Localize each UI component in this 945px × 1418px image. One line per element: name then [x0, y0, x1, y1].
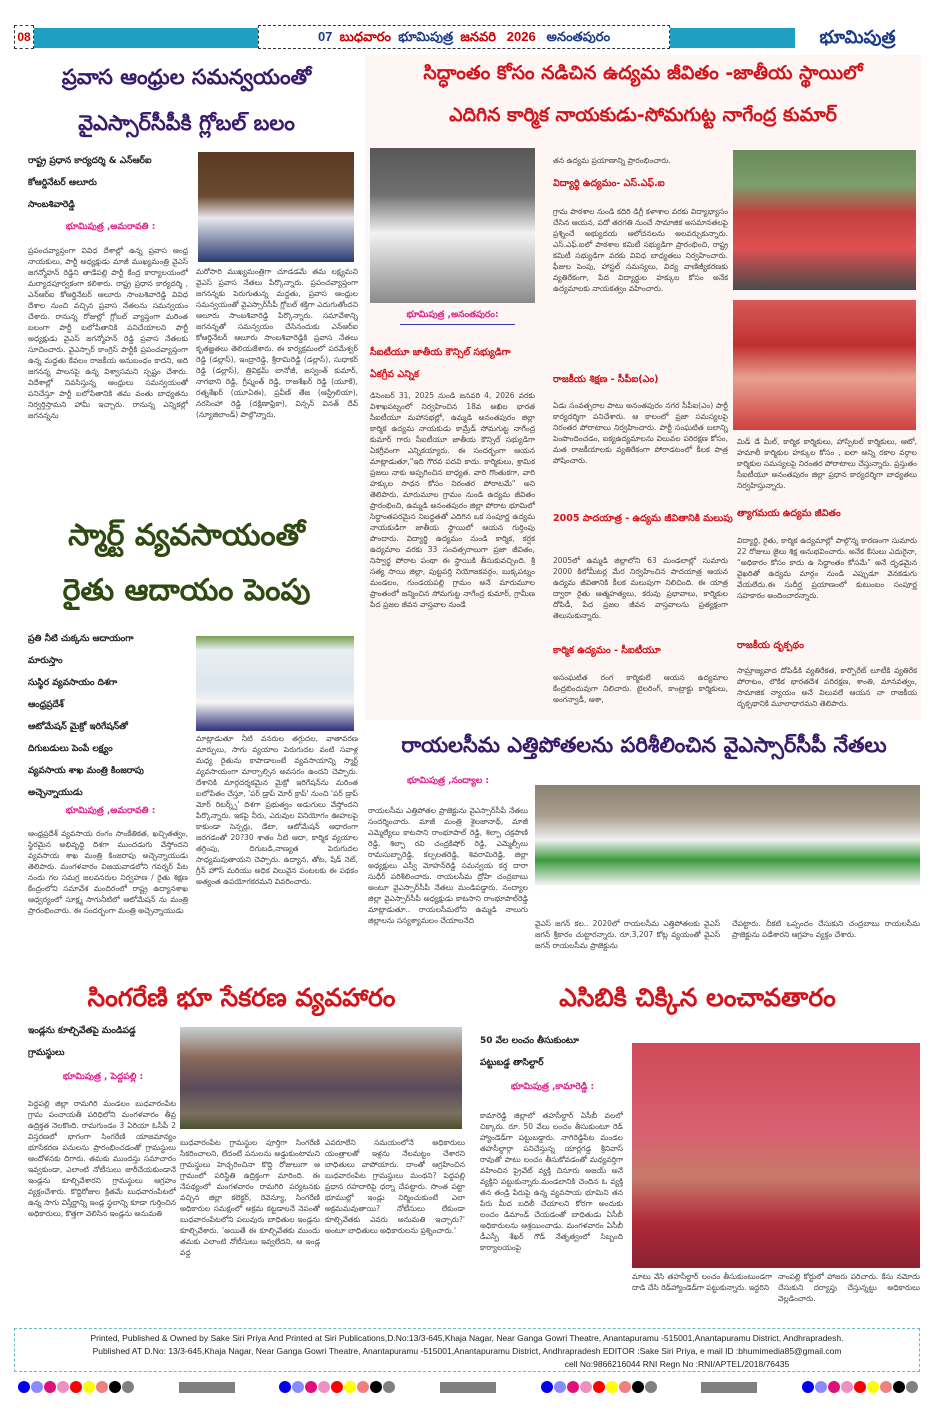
- article6-body-col2: మాటు వేసి తహసీల్దార్ లంచం తీసుకుంటుండగా దాడి చేసి రెడ్‌హ్యాండెడ్‌గా పట్టుకున్నారు. ఇద్దరిని: [632, 1272, 772, 1292]
- registration-dot: [344, 1381, 356, 1393]
- article5-byline: భూమిపుత్ర , పెద్దపల్లి :: [62, 1072, 144, 1082]
- article4-body-col3: చేపట్టారు. చీకటి ఒప్పందం చేసుకుని చంద్రబాబు రాయలసీమ ప్రాజెక్టును పడేశారని ఆగ్రహం వ్యక్తం చేశారు.: [732, 919, 920, 939]
- registration-dot: [83, 1381, 95, 1393]
- subhead: గ్రామస్థులు: [28, 1048, 65, 1058]
- subhead: సుస్థిర వ్యవసాయం దిశగా: [28, 678, 118, 688]
- article5-body-col2: బుధవారంపేట గ్రామస్థుల పూర్తిగా సింగరేణి సేకరించాలని, లేదంటే పనులను అడ్డుకుంటామని గ్రామస్థులు హెచ్చరించినా కొద్ది రోజులుగా ఆ గ్రామంలో పరిస్థితి ఉద్రిక్తంగా మారింది. ఈ నేపథ్యంలో మంగళవారం రామగిరి పర్యటనకు వచ్చిన జిల్లా కలెక్టర్, రెవెన్యూ, సింగరేణి అధికారుల సమక్షంలో అక్రమ కట్టడాలనే నెపంతో బుధవారంపేటలోని పలువురు బాధితుల ఇండ్లను కూల్చివేశారు. 'అయితే ఈ కూల్చివేతకు ముందు తమకు ఎలాంటి నోటీసులు ఇవ్వలేదని, ఆ ఇండ్ల వద్ద: [180, 1138, 320, 1257]
- article5-headline: సింగరేణి భూ సేకరణ వ్యవహారం: [87, 983, 396, 1012]
- section-body-vision: సామ్రాజ్యవాద దోపిడీకి వ్యతిరేకత, కార్పొరేట్ లూటీకి వ్యతిరేక పోరాటం, లౌకిక భారతదేశ పరిరక్షణ, శాంతి, మానవత్వం, సామాజిక న్యాయం అనే విలువలే ఆయన నా రాజకీయ దృక్పథానికి మూలాధారమని తెలిపారు.: [737, 666, 917, 708]
- registration-dot: [645, 1381, 657, 1393]
- registration-dot: [96, 1381, 108, 1393]
- subhead: 50 వేల లంచం తీసుకుంటూ: [480, 1036, 579, 1046]
- imprint-line-3: cell No:9866216044 RNI Regn No :RNI/APTEL/2018/76435: [564, 1359, 790, 1369]
- registration-dot: [593, 1381, 605, 1393]
- registration-dot: [370, 1381, 382, 1393]
- section-head-labour: కార్మిక ఉద్యమం - సీఐటీయూ: [553, 645, 661, 656]
- article4-group-photo: [535, 785, 920, 885]
- registration-dot: [357, 1381, 369, 1393]
- article3-byline: భూమిపుత్ర ,అమరావతి :: [65, 806, 156, 816]
- article2-rally-photo-1: [733, 150, 916, 290]
- registration-dot: [44, 1381, 56, 1393]
- year: 2026: [506, 29, 536, 44]
- article1-photo: [198, 152, 354, 262]
- registration-dot: [31, 1381, 43, 1393]
- subhead: ఇండ్లను కూల్చివేతపై మండిపడ్డ: [28, 1026, 136, 1036]
- article2-right-col-body: మిడ్ డే మీల్, కార్మిక కార్మికులు, హాస్పిటల్ కార్మికులు, ఆటో, హమాలీ కార్మికుల హక్కుల కోసం , ఐలా అన్ని రకాల వర్గాల కార్మికుల సమస్యలపై నిరంతర పోరాటాలు చేస్తున్నారు. ప్రస్తుతం సీఐటీయూ అనంతపురం జిల్లా ప్రధాన కార్యదర్శిగా బాధ్యతలు నిర్వహిస్తున్నారు.: [737, 437, 917, 490]
- article2-rally-photo-2: [733, 300, 916, 430]
- article4-body-col1: రాయలసీమ ఎత్తిపోతల ప్రాజెక్టును వైఎస్సార్‌సీపీ నేతలు సందర్శించారు. మాజీ మంత్రి శైలజానాథ్, మాజీ ఎమ్మెల్యేలు కాటసాని రాంభూపాల్ రెడ్డి, శిల్పా చక్రపాణి రెడ్డి, శిల్పా రవి చంద్రకిషోర్ రెడ్డి, ఎమ్మెల్సీలు రామసుబ్బారెడ్డి, కల్పలతరెడ్డి, శివరామిరెడ్డి, జిల్లా అధ్యక్షులు ఎస్వీ మోహన్‌రెడ్డి సమన్వయ కర్త దారా సుధీర్ పరిశీలించారు. రాయలసీమ ద్రోహి చంద్రబాబు అంటూ వైఎస్సార్‌సీపీ నేతలు మండిపడ్డారు. నంద్యాల జిల్లా వైఎస్సార్‌సీపీ అధ్యక్షుడు కాటసాని రాంభూపాల్‌రెడ్డి మాట్లాడుతూ.. రాయలసీమలోని ఉమ్మడి నాలుగు జిల్లాలను సస్యశ్యామలం చేయాలనేది: [368, 806, 528, 925]
- registration-dot: [619, 1381, 631, 1393]
- registration-dot: [841, 1381, 853, 1393]
- registration-dot: [802, 1381, 814, 1393]
- article6-body-col3: నాంపల్లి కోర్టులో హాజరు పరిచారు. కేసు నమోదు చేసుకుని దర్యాప్తు చేస్తున్నట్టు అధికారులు వెల్లడించారు.: [778, 1272, 920, 1303]
- registration-dot: [606, 1381, 618, 1393]
- paper-logo: భూమిపుత్ర: [795, 26, 920, 52]
- city: అనంతపురం: [546, 29, 611, 44]
- article2-headline-1: సిద్ధాంతం కోసం నడిచిన ఉద్యమ జీవితం -జాతీయ స్థాయిలో: [423, 62, 863, 84]
- article3-body-col2: మాట్లాడుతూ నీటి వనరుల తగ్గుదల, వాతావరణ మార్పులు, సాగు వ్యయాల పెరుగుదల వంటి సవాళ్ల మధ్య రైతును కాపాడాలంటే వ్యవసాయాన్ని స్మార్ట్ వ్యవసాయంగా మార్చాల్సిన అవసరం ఉందని చెప్పారు. దేశానికి మార్గదర్శకమైన మైక్రో ఇరిగేషన్‌ను మరింత బలోపేతం చేస్తూ, 'పర్ డ్రాప్ మోర్ క్రాప్' నుంచి 'పర్ డ్రాప్ మోర్ రిటర్న్స్' దిశగా ప్రభుత్వం అడుగులు వేస్తోందని పేర్కొన్నారు. ఇకపై నీరు, ఎరువుల వినియోగం ఊహలపై కాకుండా సెన్సర్లు, డేటా, ఆటోమేషన్ ఆధారంగా జరగడంతో 20?30 శాతం నీటి ఆదా, కార్మిక వ్యయాల తగ్గింపు, దిగుబడి,నాణ్యత పెరుగుదల సాధ్యమవుతాయని చెప్పారు. ఉద్యాన, తోట, షేడ్ నెట్, గ్రీన్ హౌస్ మరియు అధిక విలువైన పంటలకు ఈ పథకం అత్యంత ఉపయోగకరమని వివరించారు.: [196, 734, 358, 886]
- subhead: ఆటోమేషన్ మైక్రో ఇరిగేషన్‌తో: [28, 722, 128, 732]
- section-body-politics: ఏడు సంవత్సరాల పాటు అనంతపురం నగర సీపీఐ(ఎం) పార్టీ కార్యదర్శిగా పనిచేశారు. ఆ కాలంలో ప్రజా సమస్యలపై నిరంతర పోరాటాలు నిర్వహించారు. పార్టీ సంఘటిత బలాన్ని పెంపొందించడం, ఐక్యఉద్యమాలను విలువల పరిరక్షణ కోసం, మత రాజకీయాలకు వ్యతిరేకంగా పోరాడటంలో కీలక పాత్ర పోషించారు.: [553, 401, 728, 465]
- subhead: కోఆర్డినేటర్ ఆలూరు: [28, 178, 97, 188]
- article1-subheads: [28, 150, 193, 216]
- subhead: అచ్చెన్నాయుడు: [28, 788, 83, 798]
- article4-byline: భూమిపుత్ర ,నంద్యాల :: [406, 776, 490, 786]
- article3-subheads: [28, 628, 193, 804]
- section-body-padayatra: 2005లో ఉమ్మడి జిల్లాలోని 63 మండలాల్లో సుమారు 2000 కిలోమీటర్ల మేర నిర్వహించిన పాదయాత్ర ఆయన ఉద్యమ జీవితానికి కీలక మలుపుగా నిలిచింది. ఈ యాత్ర ద్వారా రైతు ఆత్మహత్యలు, కరువు ప్రభావాలు, కార్మికుల దోపిడీ, పేద ప్రజల జీవన వాస్తవాలను ప్రత్యక్షంగా తెలుసుకున్నారు.: [553, 556, 728, 620]
- subhead: ఆంధ్రప్రదేశ్: [28, 700, 64, 710]
- gray-bar: [179, 1382, 235, 1393]
- registration-dot: [318, 1381, 330, 1393]
- subhead: ప్రతి నీటి చుక్కను ఆదాయంగా: [28, 634, 134, 644]
- month: జనవరి: [460, 29, 496, 44]
- registration-dot: [279, 1381, 291, 1393]
- article1-byline: భూమిపుత్ర ,అమరావతి :: [65, 222, 156, 232]
- registration-dot: [305, 1381, 317, 1393]
- article2-portrait-photo: [370, 148, 535, 303]
- registration-dot: [122, 1381, 134, 1393]
- registration-dot: [906, 1381, 918, 1393]
- imprint-line-2: Published AT D.No: 13/3-645,Khaja Nagar, Near Ganga Gowri Theatre, Anantapuramu -515001,Anantapuramu District, Andhrapradesh EDITOR :Sake Siri Priya, e mail ID :bhumimedia85@gmail.com: [92, 1346, 842, 1356]
- registration-dot: [292, 1381, 304, 1393]
- registration-dot: [331, 1381, 343, 1393]
- registration-dot: [567, 1381, 579, 1393]
- registration-dot: [70, 1381, 82, 1393]
- subhead: మారుస్తాం: [28, 656, 63, 666]
- registration-dot: [867, 1381, 879, 1393]
- article3-headline-1: స్మార్ట్ వ్యవసాయంతో: [68, 518, 305, 553]
- article4-headline: రాయలసీమ ఎత్తిపోతలను పరిశీలించిన వైఎస్సార్‌సీపీ నేతలు: [401, 733, 887, 757]
- article6-byline: భూమిపుత్ర ,కామారెడ్డి :: [510, 1082, 595, 1092]
- article6-acb-photo: [632, 1043, 920, 1268]
- article2-lead-head: సీఐటీయూ జాతీయ కౌన్సిల్ సభ్యుడిగా ఏకగ్రీవ ఎన్నిక: [370, 347, 511, 380]
- section-head-padayatra: 2005 పాదయాత్ర - ఉద్యమ జీవితానికి మలుపు: [553, 513, 733, 524]
- gray-bar: [440, 1382, 496, 1393]
- imprint-footer: [14, 1328, 920, 1372]
- byline-rule: [400, 324, 515, 325]
- registration-dot: [854, 1381, 866, 1393]
- article6-subheads: [480, 1030, 625, 1074]
- date-day: 07: [317, 29, 333, 44]
- article2-continuation: తన ఉద్యమ ప్రయాణాన్ని ప్రారంభించారు.: [553, 156, 671, 165]
- subhead: రాష్ట్ర ప్రధాన కార్యదర్శి & ఎన్ఆర్ఐ: [28, 156, 152, 166]
- article5-subheads: [28, 1020, 178, 1064]
- registration-dot: [554, 1381, 566, 1393]
- article2-byline: భూమిపుత్ర ,అనంతపురం:: [406, 310, 499, 320]
- imprint-line-1: Printed, Published & Owned by Sake Siri Priya And Printed at Siri Publications,D.No:13/3-645,Khaja Nagar, Near Ganga Gowri Theatre, Anantapuramu -515001,Anantapuramu District, Andhrapradesh.: [90, 1333, 844, 1343]
- registration-dot: [880, 1381, 892, 1393]
- color-dots: [802, 1381, 918, 1393]
- weekday: బుధవారం: [339, 29, 391, 44]
- section-head-sacrifice: త్యాగమయ ఉద్యమ జీవితం: [737, 508, 841, 519]
- section-head-vision: రాజకీయ దృక్పథం: [737, 640, 804, 651]
- article1-headline-1: ప్రవాస ఆంధ్రుల సమన్వయంతో: [61, 65, 312, 89]
- article1-headline-2: వైఎస్సార్‌సీపీకి గ్లోబల్ బలం: [78, 111, 295, 135]
- article3-minister-photo: [196, 636, 354, 731]
- registration-dot: [815, 1381, 827, 1393]
- article2-lead-body: డిసెంబర్ 31, 2025 నుండి జనవరి 4, 2026 వరకు విశాఖపట్నంలో నిర్వహించిన 18వ అఖిల భారత సీఐటీయూ మహాసభల్లో, ఉమ్మడి అనంతపురం జిల్లా కార్మిక ఉద్యమ నాయకుడు కామ్రేడ్ సోమగుట్ట నాగేంద్ర కుమార్ గారు సీఐటీయూ జాతీయ కౌన్సిల్ సభ్యుడిగా ఏకగ్రీవంగా ఎన్నికయ్యారు. ఈ సందర్భంగా ఆయన మాట్లాడుతూ,"ఇది గౌరవ పదవి కాదు. కార్మికులు, శ్రామిక ప్రజలు నాకు అప్పగించిన బాధ్యత. వారి గొంతుకగా, వారి హక్కుల సాధన కోసం నిరంతర పోరాటమే" అని తెలిపారు. మారుమూల గ్రామం నుండి ఉద్యమ జీవితం ప్రారంభించి, ఉమ్మడి అనంతపురం జిల్లా పోరాట భూమిలో సిద్ధాంతపరమైన నిబద్ధతతో ఎదిగిన ఒక సంపూర్ణ ఉద్యమ నాయకుడిగా జాతీయ స్థాయిలో ఆయన గుర్తింపు పొందారు. విద్యార్థి ఉద్యమం నుండి కార్మిక, కర్షక ఉద్యమాల వరకు 33 సంవత్సరాలుగా ప్రజా జీవితం, నిస్వార్థ పోరాట పంథా ఈ స్థాయికి తీసుకువచ్చింది. శ్రీ సత్య సాయి జిల్లా, పుట్టపర్తి నియోజకవర్గం, బుక్కపట్నం మండలం, గుండయపల్లి గ్రామం అనే మారుమూల ప్రాంతంలో జన్మించిన సోమగుట్ట నాగేంద్ర కుమార్, గ్రామీణ పేద ప్రజల జీవన వాస్తవాల నుండే: [370, 391, 535, 609]
- registration-dot: [828, 1381, 840, 1393]
- color-dots: [18, 1381, 134, 1393]
- article6-headline: ఎసిబికి చిక్కిన లంచావతారం: [559, 983, 836, 1012]
- article2-headline-2: ఎదిగిన కార్మిక నాయకుడు-సోమగుట్ట నాగేంద్ర కుమార్: [449, 104, 837, 126]
- article5-body-col3: ఎవరూలేని సమయంలోనే అధికారులు యంత్రాలతో ఇళ్లను నేలమట్టం చేశారని బాధితులు వాపోయారు. దాంతో ఆగ్రహించిన బుధవారంపేట గ్రామస్థులు మంథని? పెద్దపల్లి ప్రధాన రహదారిపై ధర్నా చేపట్టారు. సొంత పట్టా భూముల్లో ఇండ్లు నిర్మించుకుంటే ఎలా అక్రమమవుతాయి? నోటీసులు లేకుండా కూల్చివేతకు ఎవరు అనుమతి ఇచ్చారు?' అంటూ బాధితులు అధికారులను ప్రశ్నించారు.': [325, 1138, 465, 1235]
- registration-marks: [18, 1380, 918, 1394]
- paper-name: భూమిపుత్ర: [398, 29, 454, 44]
- subhead: పట్టుబడ్డ తాసిల్దార్: [480, 1058, 544, 1068]
- section-body-sacrifice: విద్యార్థి, రైతు, కార్మిక ఉద్యమాల్లో పాల్గొన్న కారణంగా సుమారు 22 రోజులు జైలు శిక్ష అనుభవించారు. అనేక కేసులు ఎదురైనా, “అధికారం కోసం కాదు ఉ సిద్ధాంతం కోసమే” అనే దృఢమైన వైఖరితో ఉద్యమ మార్గం నుండి ఎప్పుడూ వెనకడుగు వేయలేదు.ఈ సుదీర్ఘ ప్రయాణంలో కుటుంబం సంపూర్ణ సహకారం అందించారన్నారు.: [737, 536, 917, 600]
- subhead: దిగుబడులు పెంపే లక్ష్యం: [28, 744, 113, 754]
- article6-body-col1: కామారెడ్డి జిల్లాలో తహసీల్దార్ ఏసీబీ వలలో చిక్కారు. రూ. 50 వేలు లంచం తీసుకుంటూ రెడ్ హ్యాండెడ్‌గా పట్టుబడ్డారు. నాగిరెడ్డిపేట మండల తహసీల్దార్గా పనిచేస్తున్న యార్లగడ్డ శ్రీనివాస్ రావుతో పాటు లంచం తీసుకోవడంతో మధ్యవర్తిగా వహించిన ప్రైవేట్ వ్యక్తి చినూరు అజయ్ అనే వ్యక్తిని పట్టుకున్నారు.మండలానికి చెందిన ఓ వ్యక్తి తన తండ్రి పేరుపై ఉన్న వ్యవసాయ భూమిని తన పేరు మీద బదిలీ చేయాలని కోరగా అందుకు లంచం డిమాండ్ చేయడంతో బాధితుడు ఏసీబీ అధికారులను ఆశ్రయించాడు. మంగళవారం ఏసీబీ డీఎస్పీ శేఖర్ గౌడ్ నేతృత్వంలో సిబ్బంది కార్యాలయంపై: [480, 1111, 623, 1252]
- article4-body-col2: వైఎస్ జగన్ కల.. 2020లో రాయలసీమ ఎత్తిపోతలకు వైఎస్ జగన్ శ్రీకారం చుట్టారన్నారు. రూ.3,207 కోట్ల వ్యయంతో వైఎస్ జగన్ రాయలసీమ ప్రాజెక్టును: [535, 919, 720, 950]
- color-dots: [279, 1381, 395, 1393]
- gray-bar: [701, 1382, 757, 1393]
- registration-dot: [109, 1381, 121, 1393]
- subhead: సాంబశివారెడ్డి: [28, 200, 75, 210]
- article5-protest-photo: [180, 1027, 462, 1129]
- article3-headline-2: రైతు ఆదాయం పెంపు: [62, 573, 311, 608]
- subhead: వ్యవసాయ శాఖ మంత్రి కింజరాపు: [28, 766, 144, 776]
- section-body-labour: అసంఘటిత రంగ కార్మికులే ఆయన ఉద్యమాల కేంద్రబిందువుగా నిలిచారు. టైలరింగ్, కాంట్రాక్టు కార్మికులు, అంగన్వాడీ, ఆశా,: [553, 673, 728, 704]
- registration-dot: [632, 1381, 644, 1393]
- article5-body-col1: పెద్దపల్లి జిల్లా రామగిరి మండలం బుధవారంపేట గ్రామ పంచాయతీ పరిధిలోని మంగళవారం తీవ్ర ఉద్రిక్తత నెలకొంది. రామగుండం 3 ఏరియా ఓసీపీ 2 విస్తరణలో భాగంగా సింగరేణి యాజమాన్యం భూసేకరణ పనులను ప్రారంభించడంతో గ్రామస్థులు ఆందోళనకు దిగారు. తమకు ముందస్తు సమాచారం ఇవ్వకుండా, ఎలాంటి నోటీసులు జారీచేయకుండానే ఇండ్లను కూల్చివేశారని గ్రామస్థులు ఆగ్రహం వ్యక్తంచేశారు. కొద్దిరోజుల క్రితమే బుధవారంపేటలో ఉన్న సాగు విస్తీర్ణాన్ని ఇండ్ల స్థలాన్ని కూడా గుర్తించిన అధికారులు, కొత్తగా వెలిసిన ఇండ్లను అనుమతి: [28, 1099, 176, 1218]
- registration-dot: [580, 1381, 592, 1393]
- page-number: 08: [14, 25, 34, 49]
- registration-dot: [18, 1381, 30, 1393]
- dateline: [258, 25, 670, 49]
- color-dots: [541, 1381, 657, 1393]
- registration-dot: [57, 1381, 69, 1393]
- registration-dot: [893, 1381, 905, 1393]
- registration-dot: [383, 1381, 395, 1393]
- article3-body-col1: ఆంధ్రప్రదేశ్ వ్యవసాయ రంగం సాంకేతికత, ఖచ్చితత్వం, స్థిరమైన అభివృద్ధి దిశగా ముందడుగు వేస్తోందని వ్యవసాయ శాఖ మంత్రి కింజరాపు అచ్చెన్నాయుడు తెలిపారు. మంగళవారం విజయవాడలోని గవర్నర్ పేట నందు గల సమగ్ర జలవనరుల నిర్వహణ / రైతు శిక్షణ కేంద్రంలోని సమావేశ మందిరంలో రాష్ట్ర ఉద్యానశాఖ ఆధ్వర్యంలో సూక్ష్మ సాగునీటిలో ఆటోమేషన్ ను మంత్రి ప్రారంభించారు. ఈ సందర్భంగా మంత్రి అచ్చెన్నాయుడు: [28, 829, 188, 915]
- section-head-student: విద్యార్థి ఉద్యమం- ఎస్.ఎఫ్.ఐ: [553, 178, 665, 189]
- article1-body-col2: మరోసారి ముఖ్యమంత్రిగా చూడడమే తమ లక్ష్యమని వైఎస్ ప్రవాస నేతలు పేర్కొన్నారు. ప్రపంచవ్యాప్తంగా జగనన్నకు పెరుగుతున్న మద్దతు, ప్రవాస ఆంధ్రుల సమన్వయంతో వైఎస్సార్‌సీపీ గ్లోబల్ శక్తిగా ఎదుగుతోందని ఆలూరు సాంబశివారెడ్డి పేర్కొన్నారు. సమావేశాన్ని జగనన్నతో సమన్వయం చేసినందుకు ఎన్ఆర్ఐ కోఆర్డినేటర్ ఆలూరు సాంబశివారెడ్డికి ప్రవాస నేతలు కృతజ్ఞతలు తెలియజేశారు. ఈ కార్యక్రమంలో పరమేశ్వర్ రెడ్డి (డల్లాస్), ఇంద్రారెడ్డి, శ్రీరామిరెడ్డి (డల్లాస్), సుధాకర్ రెడ్డి (డల్లాస్), త్రివిక్రమ్ బానోజీ, జస్వంత్ కుమార్, నాగభాని రెడ్డి, గ్రీష్మంత్ రెడ్డి, రాజశేఖర్ రెడ్డి (యూకే), రత్నశేఖర్ (యూఏఈ), ప్రవీణ్ తేజ (ఆస్ట్రేలియా), నరసింహా రెడ్డి (దక్షిణాఫ్రికా), విన్సన్ వినత్ దేవ్ (న్యూజిలాండ్) పాల్గొన్నారు.: [196, 267, 358, 419]
- section-body-student: గ్రామ పాఠశాల నుండి కదిరి డిగ్రీ కళాశాల వరకు విద్యాభ్యాసం చేసిన ఆయన, పదో తరగతి నుంచే సామాజిక అసమానతలపై ప్రశ్నించే అభ్యుదయ ఆలోచనలను అలవర్చుకున్నారు. ఎస్.ఎఫ్.ఐలో పాఠశాల కమిటీ సభ్యుడిగా ప్రారంభించి, రాష్ట్ర కమిటీ సభ్యుడిగా వరకు వివిధ బాధ్యతలు నిర్వహించారు. ఫీజుల పెంపు, హాస్టల్ సమస్యలు, విద్య వాణిజ్యీకరణకు వ్యతిరేకంగా, పేద విద్యార్థుల హక్కుల కోసం అనేక ఉద్యమాలకు నాయకత్వం వహించారు.: [553, 207, 728, 293]
- article1-body-col1: ప్రపంచవ్యాప్తంగా వివిధ దేశాల్లో ఉన్న ప్రవాస ఆంధ్ర నాయకులు, పార్టీ అధ్యక్షుడు మాజీ ముఖ్యమంత్రి వైఎస్ జగన్మోహన్ రెడ్డిని తాడేపల్లి పార్టీ కేంద్ర కార్యాలయంలో మర్యాదపూర్వకంగా కలిశారు. రాష్ట్ర ప్రధాన కార్యదర్శి , ఎన్ఆర్ఐ కోఆర్డినేటర్ ఆలూరు సాంబశివారెడ్డి వివిధ దేశాల నుంచి వచ్చిన ప్రవాస నేతలను సమన్వయం చేశారు. రానున్న రోజుల్లో గ్లోబల్ వ్యాప్తంగా మరింత బలంగా పార్టీ బలోపేతానికి పనిచేయాలని పార్టీ అధ్యక్షుడు వైఎస్ జగన్మోహన్ రెడ్డి ప్రవాస నేతలకు సూచించారు. వైఎస్సార్ కాంగ్రెస్ పార్టీకి ప్రపంచవ్యాప్తంగా ఉన్న మద్దతు కేవలం రాజకీయ అనుబంధం కాదని, అది జగనన్న పాలనపై ఉన్న విశ్వాసమని స్పష్టం చేశారు. విదేశాల్లో నివసిస్తున్న ఆంధ్రులు సమన్వయంతో పనిచేస్తూ పార్టీ బలోపేతానికి తమ వంతు బాధ్యతను నిర్వర్తిస్తామని హామీ ఇచ్చారు. రానున్న ఎన్నికల్లో జగనన్నను: [28, 246, 188, 420]
- registration-dot: [541, 1381, 553, 1393]
- section-head-politics: రాజకీయ శిక్షణ - సీపీఐ(ఎం): [553, 374, 659, 385]
